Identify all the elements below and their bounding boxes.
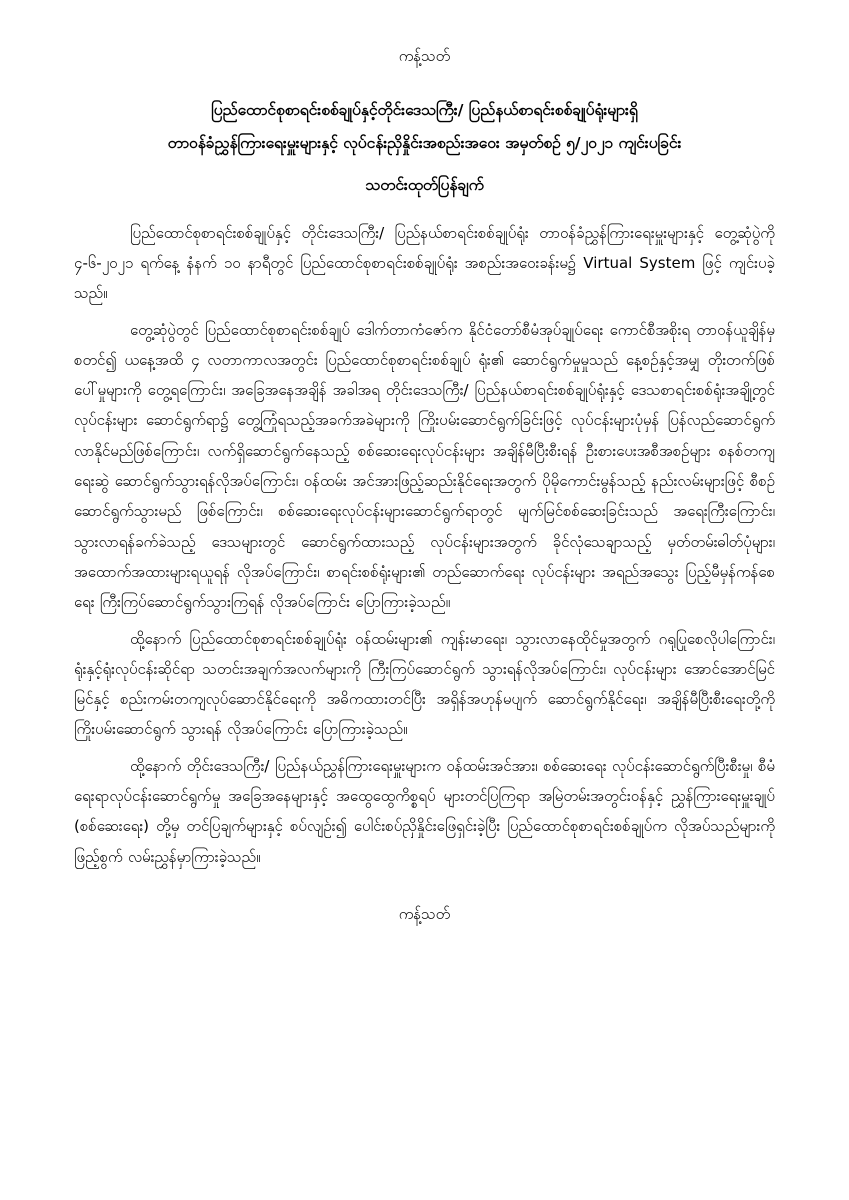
body-paragraph-4: ထို့နောက် တိုင်းဒေသကြီး/ ပြည်နယ်ညွှန်ကြားရေးမှူးများက ဝန်ထမ်းအင်အား၊ စစ်ဆေးရေး လုပ်ငန်းဆောင်ရွက်ပြီးစီးမှု၊ စီမံရေးရာလုပ်ငန်းဆောင်ရွက်မှု အခြေအနေများနှင့် အထွေထွေကိစ္စရပ် များတင်ပြကြရာ အမြဲတမ်းအတွင်းဝန်နှင့် ညွှန်ကြားရေးမှူးချုပ် (စစ်ဆေးရေး) တို့မှ တင်ပြချက်များနှင့် စပ်လျဉ်း၍ ပေါင်းစပ်ညှိနှိုင်းဖြေရှင်းခဲ့ပြီး ပြည်ထောင်စုစာရင်းစစ်ချုပ်က လိုအပ်သည်များကို ဖြည့်စွက် လမ်းညွှန်မှာကြားခဲ့သည်။	[74, 756, 775, 866]
restricted-mark-bottom: ကန့်သတ်	[398, 904, 451, 923]
title-line-2: တာဝန်ခံညွှန်ကြားရေးမှူးများနှင့် လုပ်ငန်းညှိနှိုင်းအစည်းအဝေး အမှတ်စဉ် ၅/၂၀၂၁ ကျင်းပခြင်း	[167, 133, 682, 152]
body-paragraph-2: တွေ့ဆုံပွဲတွင် ပြည်ထောင်စုစာရင်းစစ်ချုပ် ဒေါက်တာကံဇော်က နိုင်ငံတော်စီမံအုပ်ချုပ်ရေး ကောင်စီအစိုးရ တာဝန်ယူချိန်မှစတင်၍ ယနေ့အထိ ၄ လတာကာလအတွင်း ပြည်ထောင်စုစာရင်းစစ်ချုပ် ရုံး၏ ဆောင်ရွက်မှုမှုသည် နေ့စဉ်နှင့်အမျှ တိုးတက်ဖြစ်ပေါ်မှုများကို တွေ့ရကြောင်း၊ အခြေအနေအချိန် အခါအရ တိုင်းဒေသကြီး/ ပြည်နယ်စာရင်းစစ်ချုပ်ရုံးနှင့် ဒေသစာရင်းစစ်ရုံးအချို့တွင် လုပ်ငန်းများ ဆောင်ရွက်ရာ၌ တွေ့ကြုံရသည့်အခက်အခဲများကို ကြိုးပမ်းဆောင်ရွက်ခြင်းဖြင့် လုပ်ငန်းများပုံမှန် ပြန်လည်ဆောင်ရွက်လာနိုင်မည်ဖြစ်ကြောင်း၊ လက်ရှိဆောင်ရွက်နေသည့် စစ်ဆေးရေးလုပ်ငန်းများ အချိန်မီပြီးစီးရန် ဦးစားပေးအစီအစဉ်များ စနစ်တကျရေးဆွဲ ဆောင်ရွက်သွားရန်လိုအပ်ကြောင်း၊ ဝန်ထမ်း အင်အားဖြည့်ဆည်းနိုင်ရေးအတွက် ပိုမိုကောင်းမွန်သည့် နည်းလမ်းများဖြင့် စီစဉ်ဆောင်ရွက်သွားမည် ဖြစ်ကြောင်း၊ စစ်ဆေးရေးလုပ်ငန်းများဆောင်ရွက်ရာတွင် မျက်မြင်စစ်ဆေးခြင်းသည် အရေးကြီးကြောင်း၊ သွားလာရန်ခက်ခဲသည့် ဒေသများတွင် ဆောင်ရွက်ထားသည့် လုပ်ငန်းများအတွက် ခိုင်လုံသေချာသည့် မှတ်တမ်းဓါတ်ပုံများ၊ အထောက်အထားများရယူရန် လိုအပ်ကြောင်း၊ စာရင်းစစ်ရုံးများ၏ တည်ဆောက်ရေး လုပ်ငန်းများ အရည်အသွေး ပြည့်မီမှန်ကန်စေရေး ကြီးကြပ်ဆောင်ရွက်သွားကြရန် လိုအပ်ကြောင်း ပြောကြားခဲ့သည်။	[74, 320, 775, 612]
document-title	[74, 94, 775, 159]
title-line-1: ပြည်ထောင်စုစာရင်းစစ်ချုပ်နှင့်တိုင်းဒေသကြီး/ ပြည်နယ်စာရင်းစစ်ချုပ်ရုံးများရှိ	[211, 101, 638, 119]
restricted-mark-top: ကန့်သတ်	[398, 47, 451, 65]
body-paragraph-3: ထို့နောက် ပြည်ထောင်စုစာရင်းစစ်ချုပ်ရုံး ဝန်ထမ်းများ၏ ကျန်းမာရေး၊ သွားလာနေထိုင်မှုအတွက် ဂရုပြုစေလိုပါကြောင်း၊ ရုံးနှင့်ရုံးလုပ်ငန်းဆိုင်ရာ သတင်းအချက်အလက်များကို ကြီးကြပ်ဆောင်ရွက် သွားရန်လိုအပ်ကြောင်း၊ လုပ်ငန်းများ အောင်အောင်မြင်မြင်နှင့် စည်းကမ်းတကျလုပ်ဆောင်နိုင်ရေးကို အဓိကထားတင်ပြီး အရှိန်အဟုန်မပျက် ဆောင်ရွက်နိုင်ရေး၊ အချိန်မီပြီးစီးရေးတို့ကို ကြိုးပမ်းဆောင်ရွက် သွားရန် လိုအပ်ကြောင်း ပြောကြားခဲ့သည်။	[74, 629, 775, 739]
body-paragraph-1: ပြည်ထောင်စုစာရင်းစစ်ချုပ်နှင့် တိုင်းဒေသကြီး/ ပြည်နယ်စာရင်းစစ်ချုပ်ရုံး တာဝန်ခံညွှန်ကြားရေးမှူးများနှင့် တွေ့ဆုံပွဲကို ၄-၆-၂၀၂၁ ရက်နေ့ နံနက် ၁၀ နာရီတွင် ပြည်ထောင်စုစာရင်းစစ်ချုပ်ရုံး အစည်းအဝေးခန်းမ၌ Virtual System ဖြင့် ကျင်းပခဲ့သည်။	[74, 223, 775, 303]
document-subtitle: သတင်းထုတ်ပြန်ချက်	[365, 176, 484, 195]
